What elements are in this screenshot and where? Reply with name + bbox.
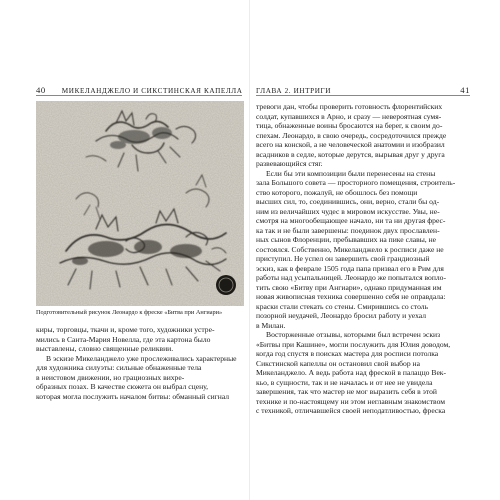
text-line: Сикстинской капеллы он остановил свой выбор на [256, 358, 420, 368]
text-line: Восторженные отзывы, которыми был встречен эскиз [266, 330, 441, 339]
text-line: образных позах. В качестве сюжета он выбрал сцену, [36, 382, 209, 391]
text-line: выставлены, словно священные реликвии. [36, 344, 174, 353]
text-line: ка так и не были завершены: поединок двух прославлен- [256, 225, 440, 235]
text-line: кьо, в сущности, так и не началась и от нее не увидела [256, 377, 433, 387]
text-line: В эскизе Микеланджело уже прослеживались характерные [46, 353, 237, 363]
text-line: ство которого, пожалуй, не обошлось без помощи [256, 187, 418, 197]
text-line: работы над усыпальницей. Леонардо же попытался вопло- [256, 273, 446, 282]
header-rule-right [256, 95, 470, 96]
right-running-head [256, 85, 470, 95]
page-number-left: 40 [36, 85, 46, 95]
text-line: тревоги дан, чтобы проверить готовность флорентийских [256, 102, 443, 111]
text-line: которая могла послужить началом битвы: обманный сигнал [36, 391, 230, 401]
text-line: Микеланджело. А ведь работа над фреской в палаццо Век- [256, 368, 447, 377]
text-line: высших сил, то, соединившись, они, верно, стали бы од- [256, 197, 440, 206]
text-line: солдат, купавшихся в Арно, и сразу — невероятная сумя- [256, 111, 442, 121]
text-line: эскиз, как в феврале 1505 года папа призвал его в Рим для [256, 263, 444, 273]
left-running-head [36, 85, 242, 95]
text-line: ним из величайших чудес в мировом искусстве. Увы, не- [256, 206, 440, 216]
text-line: тить свою «Битву при Ангиари», однако придуманная им [256, 282, 442, 292]
header-rule-left [36, 95, 242, 96]
text-line: завершения, так что мастер не мог выразить себя в этой [256, 387, 437, 396]
collector-stamp-icon [216, 275, 236, 295]
text-line: развевающийся стяг. [256, 159, 323, 168]
battle-sketch-image [36, 101, 244, 306]
right-page [250, 0, 500, 500]
text-line: Если бы эти композиции были перенесены на стены [266, 168, 436, 178]
text-line: позорной неудачей, Леонардо бросил работу и уехал [256, 311, 426, 320]
text-line: зала Большого совета — просторного помещения, строитель- [256, 178, 456, 187]
text-line: всадников в седле, которые дерутся, вырывая друг у друга [256, 149, 445, 159]
text-line: в Милан. [256, 320, 286, 330]
text-line: тица, обнаженные воины бросаются на берег, к своим до- [256, 121, 443, 130]
figure-caption: Подготовительный рисунок Леонардо к фреске «Битва при Ангиари» [36, 309, 223, 316]
text-line: новая живописная техника совершенно себя не оправдала: [256, 292, 446, 301]
text-line: для художника силуэты: сильные обнаженные тела [36, 363, 202, 372]
text-line: с техникой, отличавшейся своей неподатливостью, фреска [256, 406, 446, 415]
text-line: когда год спустя в поисках мастера для росписи потолка [256, 349, 439, 358]
page-number-right: 41 [460, 85, 470, 95]
text-line: смотря на многообещающее начало, ни та ни другая фрес- [256, 216, 446, 225]
leonardo-sketch-figure [36, 101, 244, 306]
running-head-chapter-title: ГЛАВА 2. ИНТРИГИ [256, 87, 332, 95]
text-line: состоялся. Собственно, Микеланджело к росписи даже не [256, 244, 444, 254]
text-line: краски стали стекать со стены. Смирившись со столь [256, 301, 429, 311]
text-line: «Битвы при Кашине», могли послужить для Юлия доводом, [256, 339, 451, 349]
text-line: ных сынов Флоренции, пребывавших на пике славы, не [256, 235, 437, 244]
text-line: всего на конской, а не человеческой анатомии и изобразил [256, 140, 445, 149]
text-line: приступил. Не успел он завершить свой грандиозный [256, 254, 430, 263]
running-head-book-title: МИКЕЛАНДЖЕЛО И СИКСТИНСКАЯ КАПЕЛЛА [61, 87, 243, 95]
text-line: киры, торговцы, ткачи и, кроме того, художники устре- [36, 325, 215, 334]
text-line: мились в Санта-Мария Новелла, где эта картона было [36, 334, 211, 344]
text-line: в неистовом движении, но грациозных вихре- [36, 372, 185, 382]
text-line: технике и по-настоящему ни этом неглавным знакомством [256, 396, 446, 406]
right-body-text [256, 102, 470, 416]
left-body-text [36, 325, 246, 401]
text-line: спехам. Леонардо, в свою очередь, сосредоточился прежде [256, 130, 447, 140]
